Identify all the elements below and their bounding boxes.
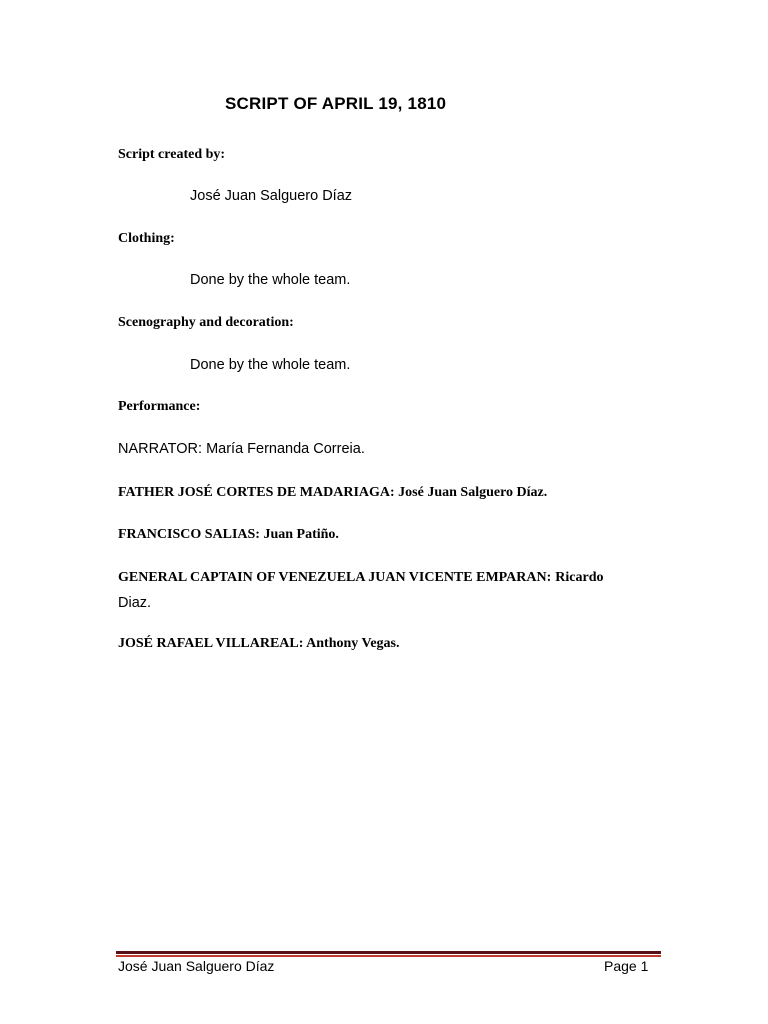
performance-heading: Performance: [118, 399, 201, 414]
footer-page-number: Page 1 [604, 958, 649, 974]
footer-rule-light [116, 955, 661, 957]
cast-general-actor-first: Ricardo [555, 570, 604, 585]
script-created-by-heading: Script created by: [118, 147, 226, 162]
cast-jose-rafael-villareal: JOSÉ RAFAEL VILLAREAL: Anthony Vegas. [118, 636, 400, 651]
footer-rule-dark [116, 951, 661, 954]
scenography-value: Done by the whole team. [190, 357, 351, 373]
scenography-heading: Scenography and decoration: [118, 315, 294, 330]
script-created-by-value: José Juan Salguero Díaz [190, 188, 353, 204]
cast-father-madariaga: FATHER JOSÉ CORTES DE MADARIAGA: José Juan Salguero Díaz. [118, 485, 548, 500]
cast-general-actor-last: Diaz. [118, 595, 152, 611]
cast-general-captain [118, 564, 658, 616]
clothing-value: Done by the whole team. [190, 272, 351, 288]
cast-general-role: GENERAL CAPTAIN OF VENEZUELA JUAN VICENTE EMPARAN: [118, 570, 552, 585]
clothing-heading: Clothing: [118, 231, 175, 246]
footer-author: José Juan Salguero Díaz [118, 958, 275, 974]
cast-francisco-salias: FRANCISCO SALIAS: Juan Patiño. [118, 527, 339, 542]
document-title: SCRIPT OF APRIL 19, 1810 [225, 94, 447, 113]
cast-narrator: NARRATOR: María Fernanda Correia. [118, 441, 365, 457]
